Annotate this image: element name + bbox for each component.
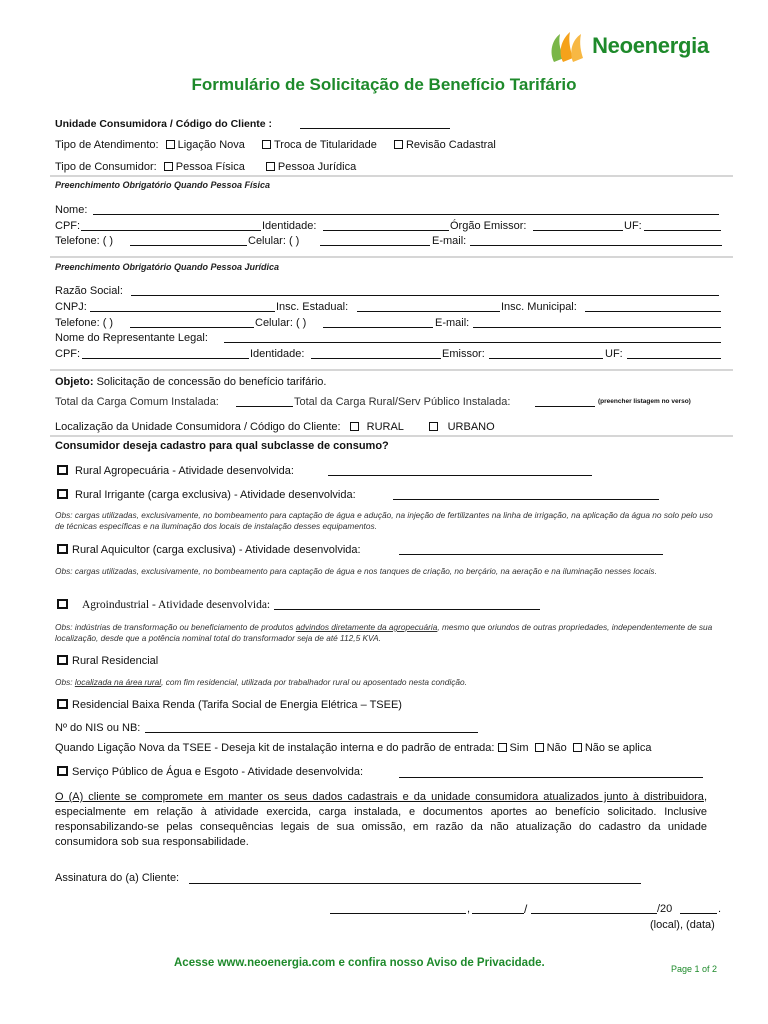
nis-label: Nº do NIS ou NB: — [55, 722, 141, 734]
obs-agroindustrial: Obs: indústrias de transformação ou beneficiamento de produtos advindos diretamente da agropecuária, mesmo que oriundos de outras propriedades, independentemente de sua localização, desde que a potência nominal total do transformador seja de até 112,5 KVA. — [55, 622, 713, 643]
option-urbano[interactable]: URBANO — [429, 421, 495, 433]
option-rural-aquicultor[interactable]: Rural Aquicultor (carga exclusiva) - Atividade desenvolvida: — [57, 544, 361, 556]
obs-res-underline: localizada na área rural — [74, 677, 162, 687]
pj-emissor-field[interactable] — [489, 358, 603, 359]
option-baixa-renda[interactable]: Residencial Baixa Renda (Tarifa Social de Energia Elétrica – TSEE) — [57, 699, 402, 711]
year-prefix: /20 — [657, 903, 673, 915]
local-field[interactable] — [330, 913, 466, 914]
carga-rural-field[interactable] — [535, 406, 595, 407]
brand-name: Neoenergia — [592, 33, 709, 58]
option-nao-se-aplica[interactable]: Não se aplica — [573, 742, 652, 754]
uc-label: Unidade Consumidora / Código do Cliente : — [55, 118, 272, 130]
localizacao-label: Localização da Unidade Consumidora / Código do Cliente: — [55, 421, 341, 433]
checkbox-icon[interactable] — [394, 140, 403, 149]
carga-comum-field[interactable] — [236, 406, 293, 407]
checkbox-icon[interactable] — [535, 743, 544, 752]
checkbox-icon[interactable] — [57, 655, 68, 665]
carga-rural-label: Total da Carga Rural/Serv Público Instalada: — [294, 396, 511, 408]
nis-field[interactable] — [145, 732, 478, 733]
slash: / — [524, 902, 528, 916]
tipo-consumidor-row — [55, 161, 356, 173]
pj-representante-field[interactable] — [224, 342, 721, 343]
irrigante-field[interactable] — [393, 499, 659, 500]
local-data-label: (local), (data) — [650, 919, 715, 931]
mes-field[interactable] — [531, 913, 657, 914]
pj-celular-label: Celular: ( ) — [255, 317, 307, 329]
obs-agro-underline: advindos diretamente da agropecuária — [295, 622, 438, 632]
pf-email-label: E-mail: — [432, 235, 467, 247]
pj-identidade-field[interactable] — [311, 358, 441, 359]
checkbox-icon[interactable] — [350, 422, 359, 431]
tipo-atendimento-row — [55, 139, 496, 151]
checkbox-icon[interactable] — [57, 599, 68, 609]
objeto-text: Solicitação de concessão do benefício tarifário. — [96, 376, 327, 388]
obs-residencial: Obs: localizada na área rural, com fim residencial, utilizada por trabalhador rural ou aposentado nesta condição. — [55, 677, 467, 687]
compromisso-underlined: O (A) cliente se compromete em manter os seus dados cadastrais e da unidade consumidora atualizados junto à distribuidora — [55, 791, 704, 803]
pj-cnpj-label: CNPJ: — [55, 301, 87, 313]
pf-email-field[interactable] — [470, 245, 722, 246]
pf-cpf-label: CPF: — [55, 220, 81, 232]
compromisso-paragraph: O (A) cliente se compromete em manter os seus dados cadastrais e da unidade consumidora atualizados junto à distribuidora, especialmente em relação à atividade exercida, carga instalada, e documentos aportes ao benefício solicitado. Inclusive responsabilizando-se pelas consequências legais de sua omissão, em razão da não atualização do cadastro da unidade consumidora sob sua responsabilidade. — [55, 791, 707, 848]
checkbox-icon[interactable] — [266, 162, 275, 171]
tipo-atendimento-label: Tipo de Atendimento: — [55, 139, 159, 151]
aquicultor-field[interactable] — [399, 554, 663, 555]
leaf-flame-icon — [548, 28, 588, 64]
pf-identidade-label: Identidade: — [262, 220, 317, 232]
page-number: Page 1 of 2 — [671, 964, 718, 974]
option-rural-residencial[interactable]: Rural Residencial — [57, 655, 158, 667]
checkbox-icon[interactable] — [429, 422, 438, 431]
pj-uf-field[interactable] — [627, 358, 721, 359]
option-rural-irrigante[interactable]: Rural Irrigante (carga exclusiva) - Atividade desenvolvida: — [57, 489, 356, 501]
agropecuaria-field[interactable] — [328, 475, 592, 476]
privacy-notice: Acesse www.neoenergia.com e confira nosso Aviso de Privacidade. — [174, 957, 545, 969]
divider — [50, 369, 733, 371]
period: . — [718, 903, 722, 915]
pf-telefone-field[interactable] — [130, 245, 247, 246]
assinatura-field[interactable] — [189, 883, 641, 884]
pj-uf-label: UF: — [605, 348, 623, 360]
subclasse-question: Consumidor deseja cadastro para qual subclasse de consumo? — [55, 440, 389, 452]
pj-razao-field[interactable] — [131, 295, 719, 296]
checkbox-icon[interactable] — [57, 766, 68, 776]
checkbox-icon[interactable] — [498, 743, 507, 752]
pf-celular-field[interactable] — [320, 245, 430, 246]
pf-uf-field[interactable] — [644, 230, 721, 231]
checkbox-icon[interactable] — [57, 489, 68, 499]
pj-insc-estadual-label: Insc. Estadual: — [276, 301, 349, 313]
dia-field[interactable] — [472, 913, 524, 914]
option-sim[interactable]: Sim — [498, 742, 529, 754]
option-rural-agropecuaria[interactable]: Rural Agropecuária - Atividade desenvolvida: — [57, 465, 294, 477]
option-agroindustrial[interactable]: Agroindustrial - Atividade desenvolvida: — [57, 599, 270, 611]
divider — [50, 256, 733, 258]
obs-aquicultor: Obs: cargas utilizadas, exclusivamente, no bombeamento para captação de água e nos tanques de criação, no berçário, na aeração e na iluminação nesses locais. — [55, 566, 657, 576]
tsee-question: Quando Ligação Nova da TSEE - Deseja kit de instalação interna e do padrão de entrada: — [55, 742, 495, 754]
localizacao-row — [55, 421, 495, 433]
pf-identidade-field[interactable] — [323, 230, 449, 231]
uc-field[interactable] — [300, 128, 450, 129]
pf-orgao-field[interactable] — [533, 230, 623, 231]
option-troca-titularidade[interactable]: Troca de Titularidade — [262, 139, 377, 151]
checkbox-icon[interactable] — [57, 465, 68, 475]
pj-cpf-label: CPF: — [55, 348, 81, 360]
divider — [50, 435, 733, 437]
option-revisao-cadastral[interactable]: Revisão Cadastral — [394, 139, 496, 151]
pj-cpf-field[interactable] — [82, 358, 249, 359]
servico-publico-field[interactable] — [399, 777, 703, 778]
option-nao[interactable]: Não — [535, 742, 567, 754]
carga-comum-label: Total da Carga Comum Instalada: — [55, 396, 219, 408]
pj-celular-field[interactable] — [323, 327, 433, 328]
objeto-label: Objeto: — [55, 376, 94, 388]
agroindustrial-field[interactable] — [274, 609, 540, 610]
checkbox-icon[interactable] — [262, 140, 271, 149]
option-pessoa-fisica[interactable]: Pessoa Física — [164, 161, 245, 173]
ano-field[interactable] — [680, 913, 717, 914]
assinatura-label: Assinatura do (a) Cliente: — [55, 872, 180, 884]
pj-insc-estadual-field[interactable] — [357, 311, 500, 312]
pj-email-field[interactable] — [473, 327, 721, 328]
pj-cnpj-field[interactable] — [90, 311, 275, 312]
pj-razao-label: Razão Social: — [55, 285, 123, 297]
pf-uf-label: UF: — [624, 220, 642, 232]
pf-cpf-field[interactable] — [81, 230, 261, 231]
pf-telefone-label: Telefone: ( ) — [55, 235, 114, 247]
pf-heading: Preenchimento Obrigatório Quando Pessoa Física — [55, 180, 271, 190]
pj-telefone-label: Telefone: ( ) — [55, 317, 114, 329]
obs-irrigante: Obs: cargas utilizadas, exclusivamente, no bombeamento para captação de água e adução, na injeção de fertilizantes na linha de irrigação, na aplicação da água no solo pelo uso de técnicas específicas e na iluminação dos locais de instalação desses equipamentos. — [55, 510, 713, 531]
form-title: Formulário de Solicitação de Benefício Tarifário — [191, 75, 577, 94]
checkbox-icon[interactable] — [164, 162, 173, 171]
pf-nome-label: Nome: — [55, 204, 88, 216]
pj-representante-label: Nome do Representante Legal: — [55, 332, 208, 344]
neoenergia-logo — [548, 28, 709, 64]
pf-celular-label: Celular: ( ) — [248, 235, 300, 247]
checkbox-icon[interactable] — [573, 743, 582, 752]
verso-note: (preencher listagem no verso) — [598, 398, 691, 405]
divider — [50, 175, 733, 177]
checkbox-icon[interactable] — [57, 544, 68, 554]
comma: , — [467, 903, 471, 915]
tsee-row — [55, 742, 651, 754]
option-pessoa-juridica[interactable]: Pessoa Jurídica — [266, 161, 356, 173]
tipo-consumidor-label: Tipo de Consumidor: — [55, 161, 157, 173]
option-ligacao-nova[interactable]: Ligação Nova — [166, 139, 245, 151]
pj-emissor-label: Emissor: — [442, 348, 485, 360]
option-servico-publico[interactable]: Serviço Público de Água e Esgoto - Atividade desenvolvida: — [57, 766, 363, 778]
pj-heading: Preenchimento Obrigatório Quando Pessoa Jurídica — [55, 262, 280, 272]
objeto-row — [55, 376, 326, 388]
pj-identidade-label: Identidade: — [250, 348, 305, 360]
pj-email-label: E-mail: — [435, 317, 470, 329]
pj-insc-municipal-label: Insc. Municipal: — [501, 301, 577, 313]
checkbox-icon[interactable] — [166, 140, 175, 149]
pf-orgao-label: Órgão Emissor: — [450, 220, 527, 232]
pj-telefone-field[interactable] — [130, 327, 254, 328]
option-rural[interactable]: RURAL — [350, 421, 404, 433]
pj-insc-municipal-field[interactable] — [585, 311, 721, 312]
checkbox-icon[interactable] — [57, 699, 68, 709]
pf-nome-field[interactable] — [93, 214, 719, 215]
